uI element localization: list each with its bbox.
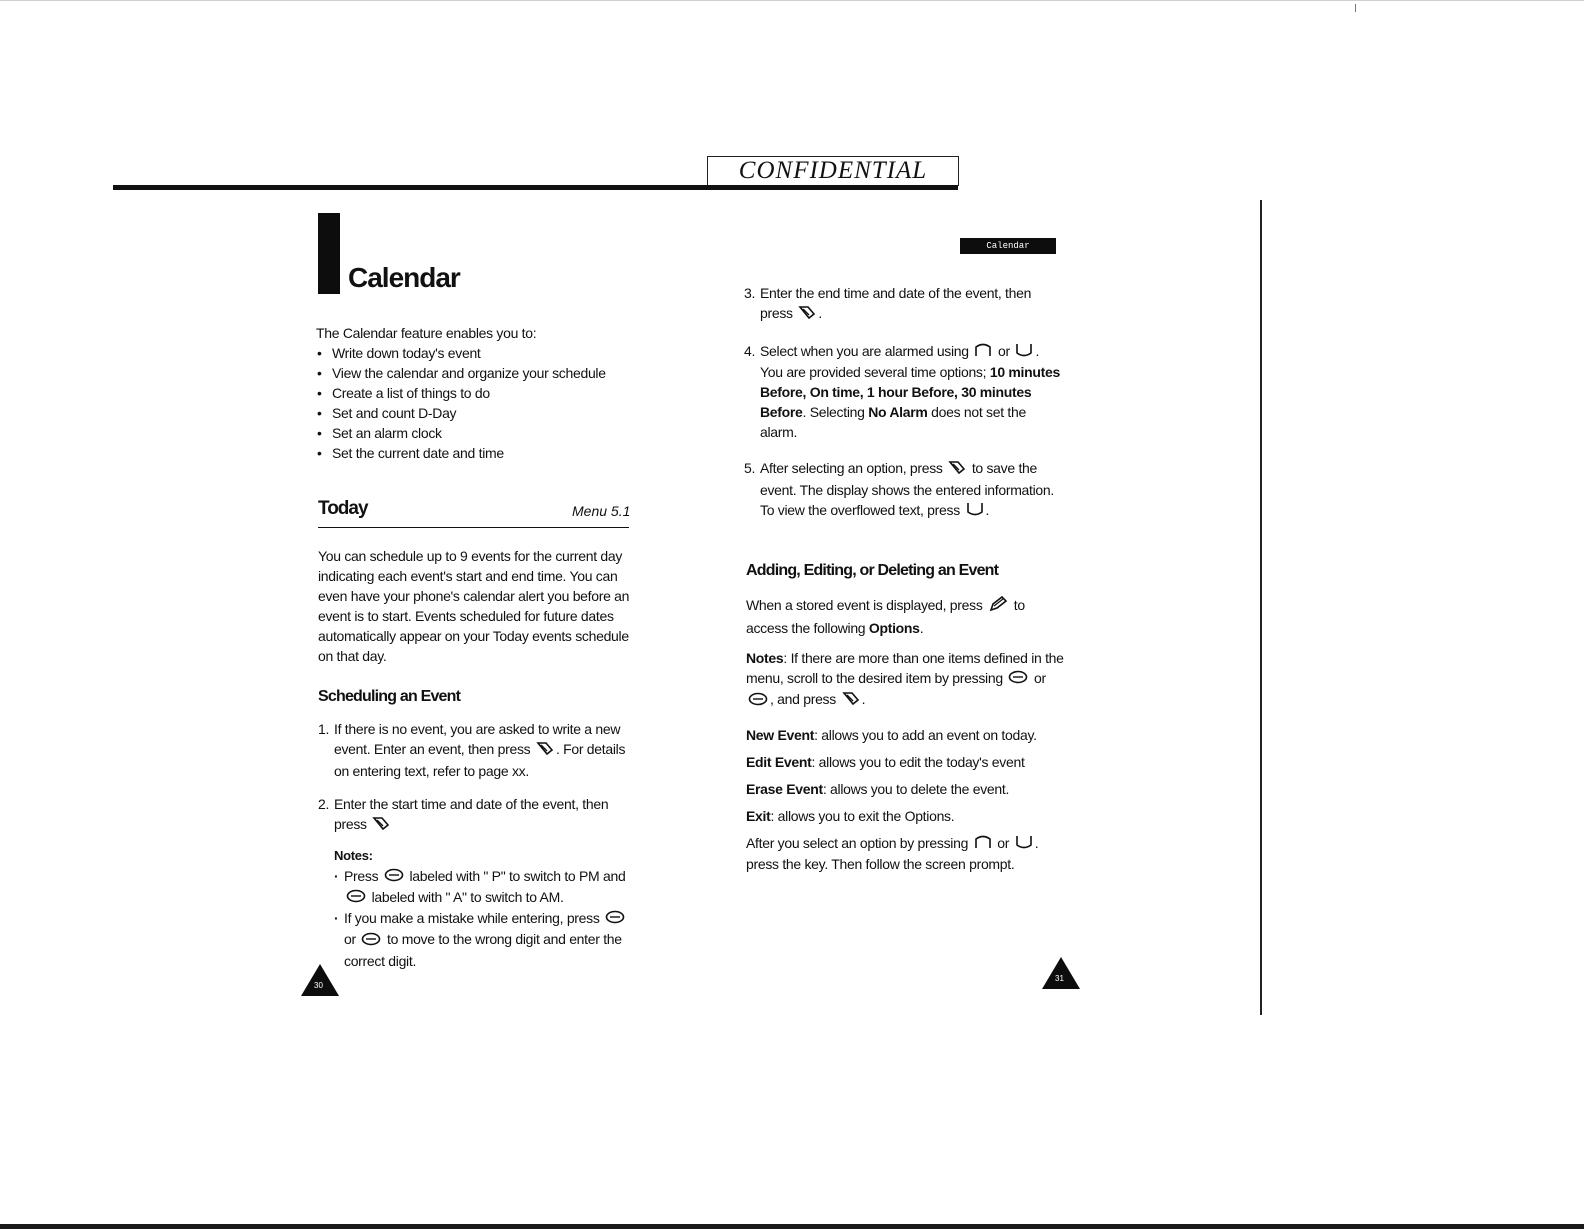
step-number: 1. xyxy=(318,721,330,737)
down-key-icon xyxy=(1015,342,1033,362)
list-item xyxy=(746,725,1066,745)
step-text: Enter the end time and date of the event, then press xyxy=(760,285,1032,321)
today-menu-number: Menu 5.1 xyxy=(572,503,631,519)
access-paragraph xyxy=(746,595,1066,638)
section-badge: Calendar xyxy=(960,238,1056,254)
step-text: . xyxy=(1035,342,1040,359)
notes-label: Notes: xyxy=(334,847,373,863)
list-item: • Set and count D-Day xyxy=(316,403,636,423)
options-label: Options xyxy=(868,620,920,636)
option-name: New Event xyxy=(746,727,815,744)
body-text: : If there are more than one items defined in the menu, scroll to the desired item by pressing xyxy=(746,650,1064,686)
note-text: labeled with " A" to switch to AM. xyxy=(371,888,564,905)
body-text: to access the following xyxy=(746,597,1025,636)
body-text: . xyxy=(919,620,924,636)
event-steps xyxy=(744,283,1060,521)
page-number: 30 xyxy=(314,981,323,990)
scroll-key-icon xyxy=(361,931,381,951)
notes-paragraph xyxy=(746,648,1066,711)
intro-text: The Calendar feature enables you to: xyxy=(316,325,537,341)
am-key-icon xyxy=(346,888,366,908)
option-desc: : allows you to exit the Options. xyxy=(770,808,955,825)
note-text: to move to the wrong digit and enter the correct digit. xyxy=(344,931,622,969)
intro-block xyxy=(316,323,636,463)
adding-editing-heading: Adding, Editing, or Deleting an Event xyxy=(746,562,999,579)
note-text: Press xyxy=(344,867,379,884)
step-text: . xyxy=(985,501,990,518)
option-name: Edit Event xyxy=(746,754,812,771)
step-number: 2. xyxy=(318,795,330,812)
bottom-border xyxy=(0,1224,1584,1229)
confidential-label: CONFIDENTIAL xyxy=(707,156,959,186)
step-text: . Selecting xyxy=(802,404,865,421)
down-key-icon xyxy=(966,501,984,521)
option-name: Exit xyxy=(746,808,771,825)
scheduling-steps xyxy=(318,719,630,971)
step-text: Enter the start time and date of the event, then press xyxy=(334,795,609,832)
no-alarm-option: No Alarm xyxy=(868,404,928,421)
list-item xyxy=(746,752,1066,772)
send-key-icon xyxy=(798,304,816,325)
list-item xyxy=(746,779,1066,799)
feature-list xyxy=(316,343,636,463)
page-marker-triangle xyxy=(1042,957,1080,989)
today-paragraph: You can schedule up to 9 events for the current day indicating each event's start and end time. You can even have your phone's calendar alert you before an event is to start. Events scheduled for future dates automatically appear on your Today events schedule on that day. xyxy=(318,548,630,664)
up-key-icon xyxy=(974,342,992,362)
step-text: If there is no event, you are asked to write a new event. Enter an event, then press xyxy=(334,721,621,757)
list-item xyxy=(334,866,630,909)
list-item: • Set the current date and time xyxy=(316,443,636,463)
body-text: or xyxy=(997,835,1010,852)
body-text: . press the key. Then follow the screen prompt. xyxy=(746,835,1039,873)
option-desc: : allows you to add an event on today. xyxy=(814,727,1037,744)
scroll-key-icon xyxy=(748,691,768,711)
step-text: Select when you are alarmed using xyxy=(760,342,969,359)
options-block xyxy=(746,595,1066,874)
step-number: 3. xyxy=(744,285,756,301)
notes-label: Notes xyxy=(746,650,784,666)
list-item: • Set an alarm clock xyxy=(316,423,636,443)
option-desc: : allows you to delete the event. xyxy=(822,781,1010,798)
step-text: or xyxy=(997,342,1010,359)
body-text: When a stored event is displayed, press xyxy=(746,597,983,614)
after-paragraph xyxy=(746,833,1066,874)
step-text: . xyxy=(818,305,822,321)
notes-list xyxy=(334,866,630,971)
pm-key-icon xyxy=(384,867,404,887)
today-heading: Today xyxy=(318,498,368,519)
up-key-icon xyxy=(974,834,992,854)
option-definitions xyxy=(746,725,1066,826)
body-text: . xyxy=(861,691,866,708)
today-rule xyxy=(318,527,629,528)
note-text: If you make a mistake while entering, press xyxy=(344,910,600,927)
down-key-icon xyxy=(1015,834,1033,854)
page-title: Calendar xyxy=(348,262,460,293)
step-3 xyxy=(744,283,1060,325)
option-name: Erase Event xyxy=(746,781,823,798)
step-text: After selecting an option, press xyxy=(760,460,943,477)
step-2 xyxy=(318,794,630,836)
header-rule xyxy=(113,185,958,190)
step-5 xyxy=(744,458,1060,521)
step-4 xyxy=(744,341,1060,442)
note-text: labeled with " P" to switch to PM and xyxy=(409,867,626,884)
note-text: or xyxy=(344,931,356,948)
body-text: or xyxy=(1034,670,1046,686)
list-item: • Write down today's event xyxy=(316,343,636,363)
margin-tick xyxy=(1355,4,1356,12)
list-item: • Create a list of things to do xyxy=(316,383,636,403)
body-text: , and press xyxy=(770,691,836,708)
step-text: to save the event. The display shows the entered information. To view the overflowed text, press xyxy=(760,460,1054,518)
top-border xyxy=(0,0,1584,1)
send-key-icon xyxy=(842,690,860,711)
scheduling-heading: Scheduling an Event xyxy=(318,688,461,705)
send-key-icon xyxy=(948,459,966,480)
page-marker-triangle xyxy=(301,964,339,996)
list-item xyxy=(334,908,630,971)
scroll-key-icon xyxy=(605,909,625,929)
chapter-tab-bar xyxy=(318,213,340,294)
scroll-key-icon xyxy=(1008,669,1028,689)
body-text: After you select an option by pressing xyxy=(746,835,969,852)
menu-key-icon xyxy=(988,595,1008,618)
send-key-icon xyxy=(372,815,390,836)
page-edge-line xyxy=(1260,200,1262,1015)
step-text: You are provided several time options; xyxy=(760,364,987,381)
time-options: 10 minutes Before, On time, 1 hour Before, 30 minutes Before xyxy=(760,364,1060,421)
step-text: does not set the alarm. xyxy=(760,404,1026,441)
option-desc: : allows you to edit the today's event xyxy=(811,754,1025,771)
list-item xyxy=(746,806,1066,826)
send-key-icon xyxy=(536,740,554,761)
step-number: 5. xyxy=(744,460,756,477)
page-number: 31 xyxy=(1055,974,1064,983)
list-item: • View the calendar and organize your schedule xyxy=(316,363,636,383)
step-1 xyxy=(318,719,630,781)
step-2-notes xyxy=(318,846,630,971)
step-number: 4. xyxy=(744,342,756,359)
step-text: . For details on entering text, refer to page xx. xyxy=(334,741,626,779)
